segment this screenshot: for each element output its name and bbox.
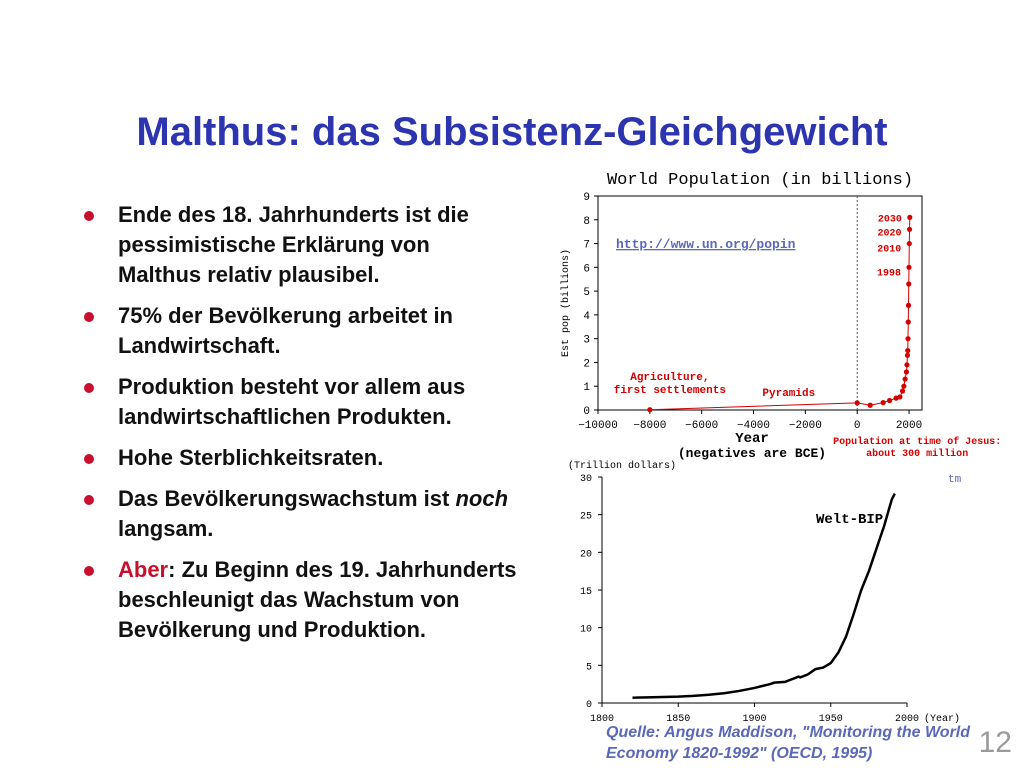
population-point — [855, 400, 860, 405]
y-tick-label: 0 — [583, 406, 590, 418]
population-point — [904, 362, 909, 367]
x-tick-label: −6000 — [685, 420, 719, 432]
y-axis-label: Est pop (billions) — [561, 248, 572, 358]
population-point — [901, 384, 906, 389]
slide-number: 12 — [978, 726, 1012, 759]
y-tick-label: 1 — [583, 382, 590, 395]
y-tick-label: 25 — [579, 511, 592, 523]
bullet-list — [78, 200, 518, 656]
bullet-dot-icon — [84, 454, 94, 464]
bullet-dot-icon — [84, 383, 94, 393]
emphasis-text: noch — [455, 486, 509, 511]
population-point — [897, 394, 902, 399]
link-fragment: tm — [948, 474, 962, 486]
y-tick-label: 9 — [583, 192, 590, 204]
x-tick-label: 2000 — [894, 714, 920, 725]
year-annotation: 2010 — [877, 244, 902, 256]
world-gdp-chart — [552, 456, 972, 726]
population-point — [887, 398, 892, 403]
year-annotation: 1998 — [876, 268, 902, 280]
population-point — [906, 319, 911, 324]
annotation-jesus-2: about 300 million — [866, 449, 969, 460]
x-tick-label: −4000 — [737, 420, 771, 432]
bullet-item: Das Bevölkerungswachstum ist noch langsam. — [78, 484, 518, 544]
slide-title: Malthus: das Subsistenz-Gleichgewicht — [136, 110, 888, 154]
population-point — [903, 376, 908, 381]
accent-text: Aber — [118, 557, 169, 582]
chart-title: World Population (in billions) — [606, 171, 914, 190]
y-axis-label: (Trillion dollars) — [568, 461, 677, 472]
x-tick-label: −2000 — [788, 420, 822, 432]
y-tick-label: 5 — [585, 662, 592, 674]
population-point — [905, 353, 910, 358]
bullet-item: 75% der Bevölkerung arbeitet in Landwirtschaft. — [78, 301, 518, 361]
x-tick-label: −8000 — [633, 420, 667, 432]
population-point — [907, 215, 912, 220]
population-point — [906, 303, 911, 308]
y-tick-label: 30 — [579, 474, 592, 485]
annotation-agriculture: Agriculture, — [630, 372, 710, 384]
year-annotation: 2030 — [877, 214, 902, 226]
x-tick-label: −10000 — [578, 420, 618, 432]
bullet-item: Aber: Zu Beginn des 19. Jahrhunderts beschleunigt das Wachstum von Bevölkerung und Produktion. — [78, 555, 518, 645]
x-tick-label: 1850 — [666, 714, 691, 725]
population-point — [881, 400, 886, 405]
population-point — [907, 227, 912, 232]
y-tick-label: 20 — [579, 549, 592, 561]
population-point — [900, 388, 905, 393]
y-tick-label: 5 — [583, 287, 590, 300]
population-point — [904, 369, 909, 374]
x-axis-label: Year — [735, 431, 769, 447]
source-citation: Quelle: Angus Maddison, "Monitoring the World Economy 1820-1992" (OECD, 1995) — [606, 724, 971, 762]
annotation-agriculture-2: first settlements — [613, 385, 726, 397]
population-point — [907, 241, 912, 246]
x-tick-label: 2000 — [895, 420, 923, 432]
y-tick-label: 6 — [583, 263, 590, 276]
x-axis-unit: (Year) — [924, 714, 961, 725]
annotation-jesus: Population at time of Jesus: — [833, 437, 1002, 448]
y-tick-label: 2 — [583, 358, 590, 371]
bullet-item: Ende des 18. Jahrhunderts ist die pessimistische Erklärung von Malthus relativ plausibel. — [78, 200, 518, 290]
x-axis-note: (negatives are BCE) — [677, 446, 827, 461]
bullet-item: Hohe Sterblichkeitsraten. — [78, 443, 518, 473]
population-point — [868, 403, 873, 408]
year-annotation: 2020 — [877, 228, 902, 240]
population-point — [647, 407, 652, 412]
bullet-dot-icon — [84, 495, 94, 505]
population-point — [906, 265, 911, 270]
population-point — [905, 348, 910, 353]
bullet-item: Produktion besteht vor allem aus landwirtschaftlichen Produkten. — [78, 372, 518, 432]
x-tick-label: 0 — [853, 420, 861, 432]
y-tick-label: 15 — [579, 587, 592, 598]
annotation-pyramids: Pyramids — [762, 388, 816, 400]
y-tick-label: 3 — [583, 334, 590, 347]
bullet-dot-icon — [84, 211, 94, 221]
population-point — [906, 281, 911, 286]
y-tick-label: 0 — [585, 700, 592, 711]
y-tick-label: 8 — [583, 215, 590, 228]
series-label: Welt-BIP — [816, 512, 884, 528]
x-tick-label: 1900 — [742, 714, 767, 725]
population-point — [905, 336, 910, 341]
source-link: http://www.un.org/popin — [616, 237, 796, 252]
y-tick-label: 4 — [583, 310, 590, 323]
y-tick-label: 7 — [583, 239, 590, 252]
bullet-dot-icon — [84, 312, 94, 322]
x-tick-label: 1950 — [818, 714, 843, 725]
y-tick-label: 10 — [579, 624, 592, 636]
x-tick-label: 1800 — [589, 714, 615, 725]
bullet-dot-icon — [84, 566, 94, 576]
